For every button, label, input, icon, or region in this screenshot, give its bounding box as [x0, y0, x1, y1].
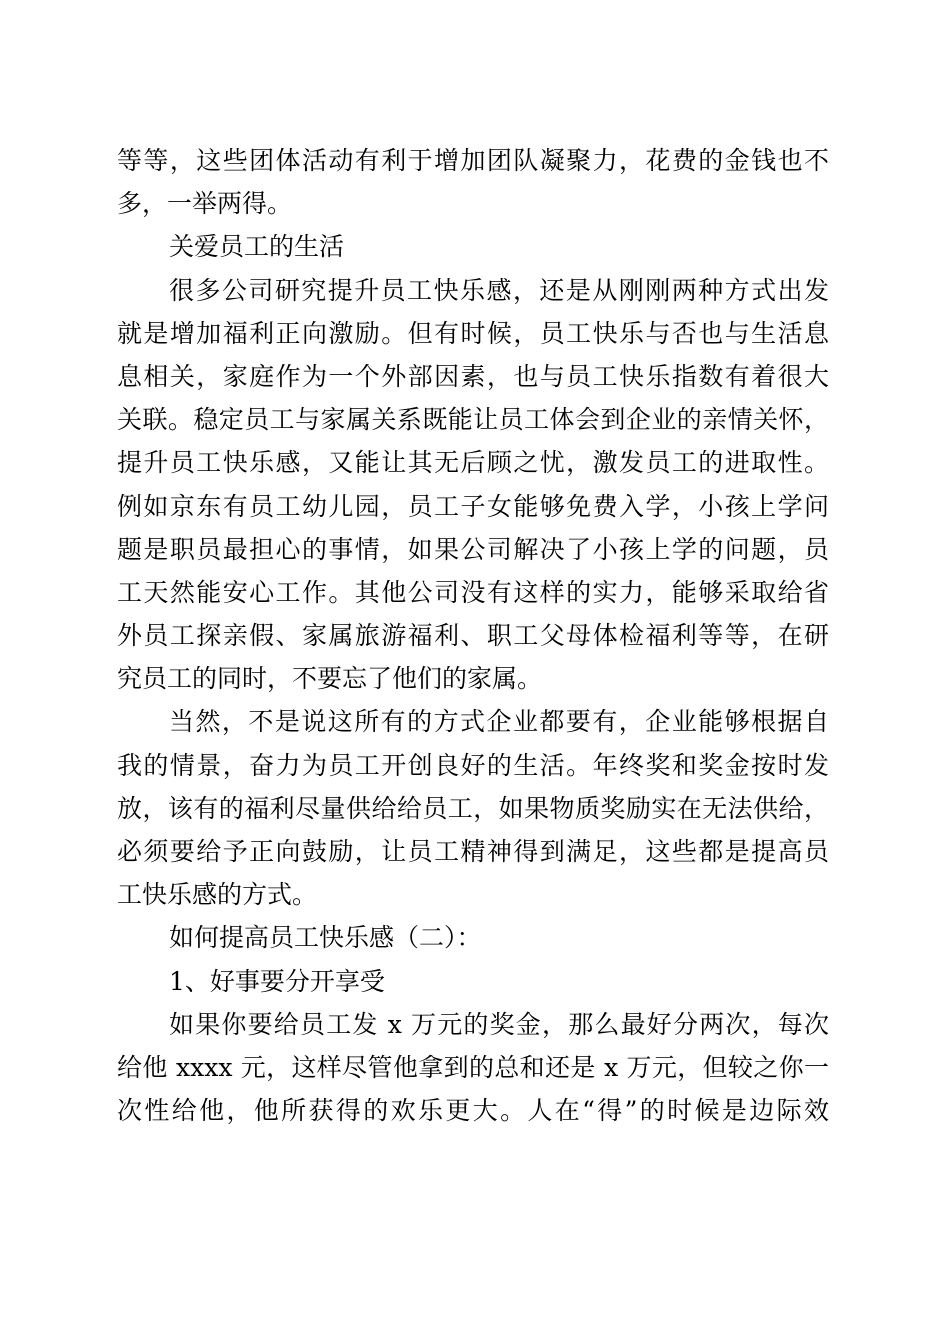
text-line: 我的情景，奋力为员工开创良好的生活。年终奖和奖金按时发 [117, 750, 829, 780]
text-line: 工天然能安心工作。其他公司没有这样的实力，能够采取给省 [117, 577, 829, 607]
text-line: 提升员工快乐感，又能让其无后顾之忧，激发员工的进取性。 [117, 448, 829, 478]
text-line: 就是增加福利正向激励。但有时候，员工快乐与否也与生活息 [117, 318, 829, 348]
text-line: 放，该有的福利尽量供给给员工，如果物质奖励实在无法供给， [117, 793, 829, 823]
section-heading: 如何提高员工快乐感（二）： [169, 923, 482, 953]
text-line: 究员工的同时，不要忘了他们的家属。 [117, 664, 543, 694]
text-line: 给他 xxxx 元，这样尽管他拿到的总和还是 x 万元，但较之你一 [117, 1052, 829, 1082]
text-line: 等等，这些团体活动有利于增加团队凝聚力，花费的金钱也不 [117, 146, 829, 175]
text-line: 如果你要给员工发 x 万元的奖金，那么最好分两次，每次 [169, 1009, 829, 1039]
text-line: 外员工探亲假、家属旅游福利、职工父母体检福利等等，在研 [117, 621, 829, 651]
section-heading: 关爱员工的生活 [169, 232, 345, 262]
text-line: 当然，不是说这所有的方式企业都要有，企业能够根据自 [169, 707, 829, 737]
document-body [117, 139, 829, 1132]
text-line: 次性给他，他所获得的欢乐更大。人在“得”的时候是边际效 [117, 1096, 829, 1126]
text-line: 必须要给予正向鼓励，让员工精神得到满足，这些都是提高员 [117, 837, 829, 866]
text-line: 很多公司研究提升员工快乐感，还是从刚刚两种方式出发 [169, 275, 829, 305]
text-line: 多，一举两得。 [117, 189, 293, 219]
subsection-heading: 1、好事要分开享受 [169, 966, 385, 996]
text-line: 息相关，家庭作为一个外部因素，也与员工快乐指数有着很大 [117, 361, 829, 391]
text-line: 题是职员最担心的事情，如果公司解决了小孩上学的问题，员 [117, 534, 829, 564]
text-line: 工快乐感的方式。 [117, 880, 318, 910]
text-line: 关联。稳定员工与家属关系既能让员工体会到企业的亲情关怀， [117, 405, 829, 435]
text-line: 例如京东有员工幼儿园，员工子女能够免费入学，小孩上学问 [117, 491, 829, 521]
